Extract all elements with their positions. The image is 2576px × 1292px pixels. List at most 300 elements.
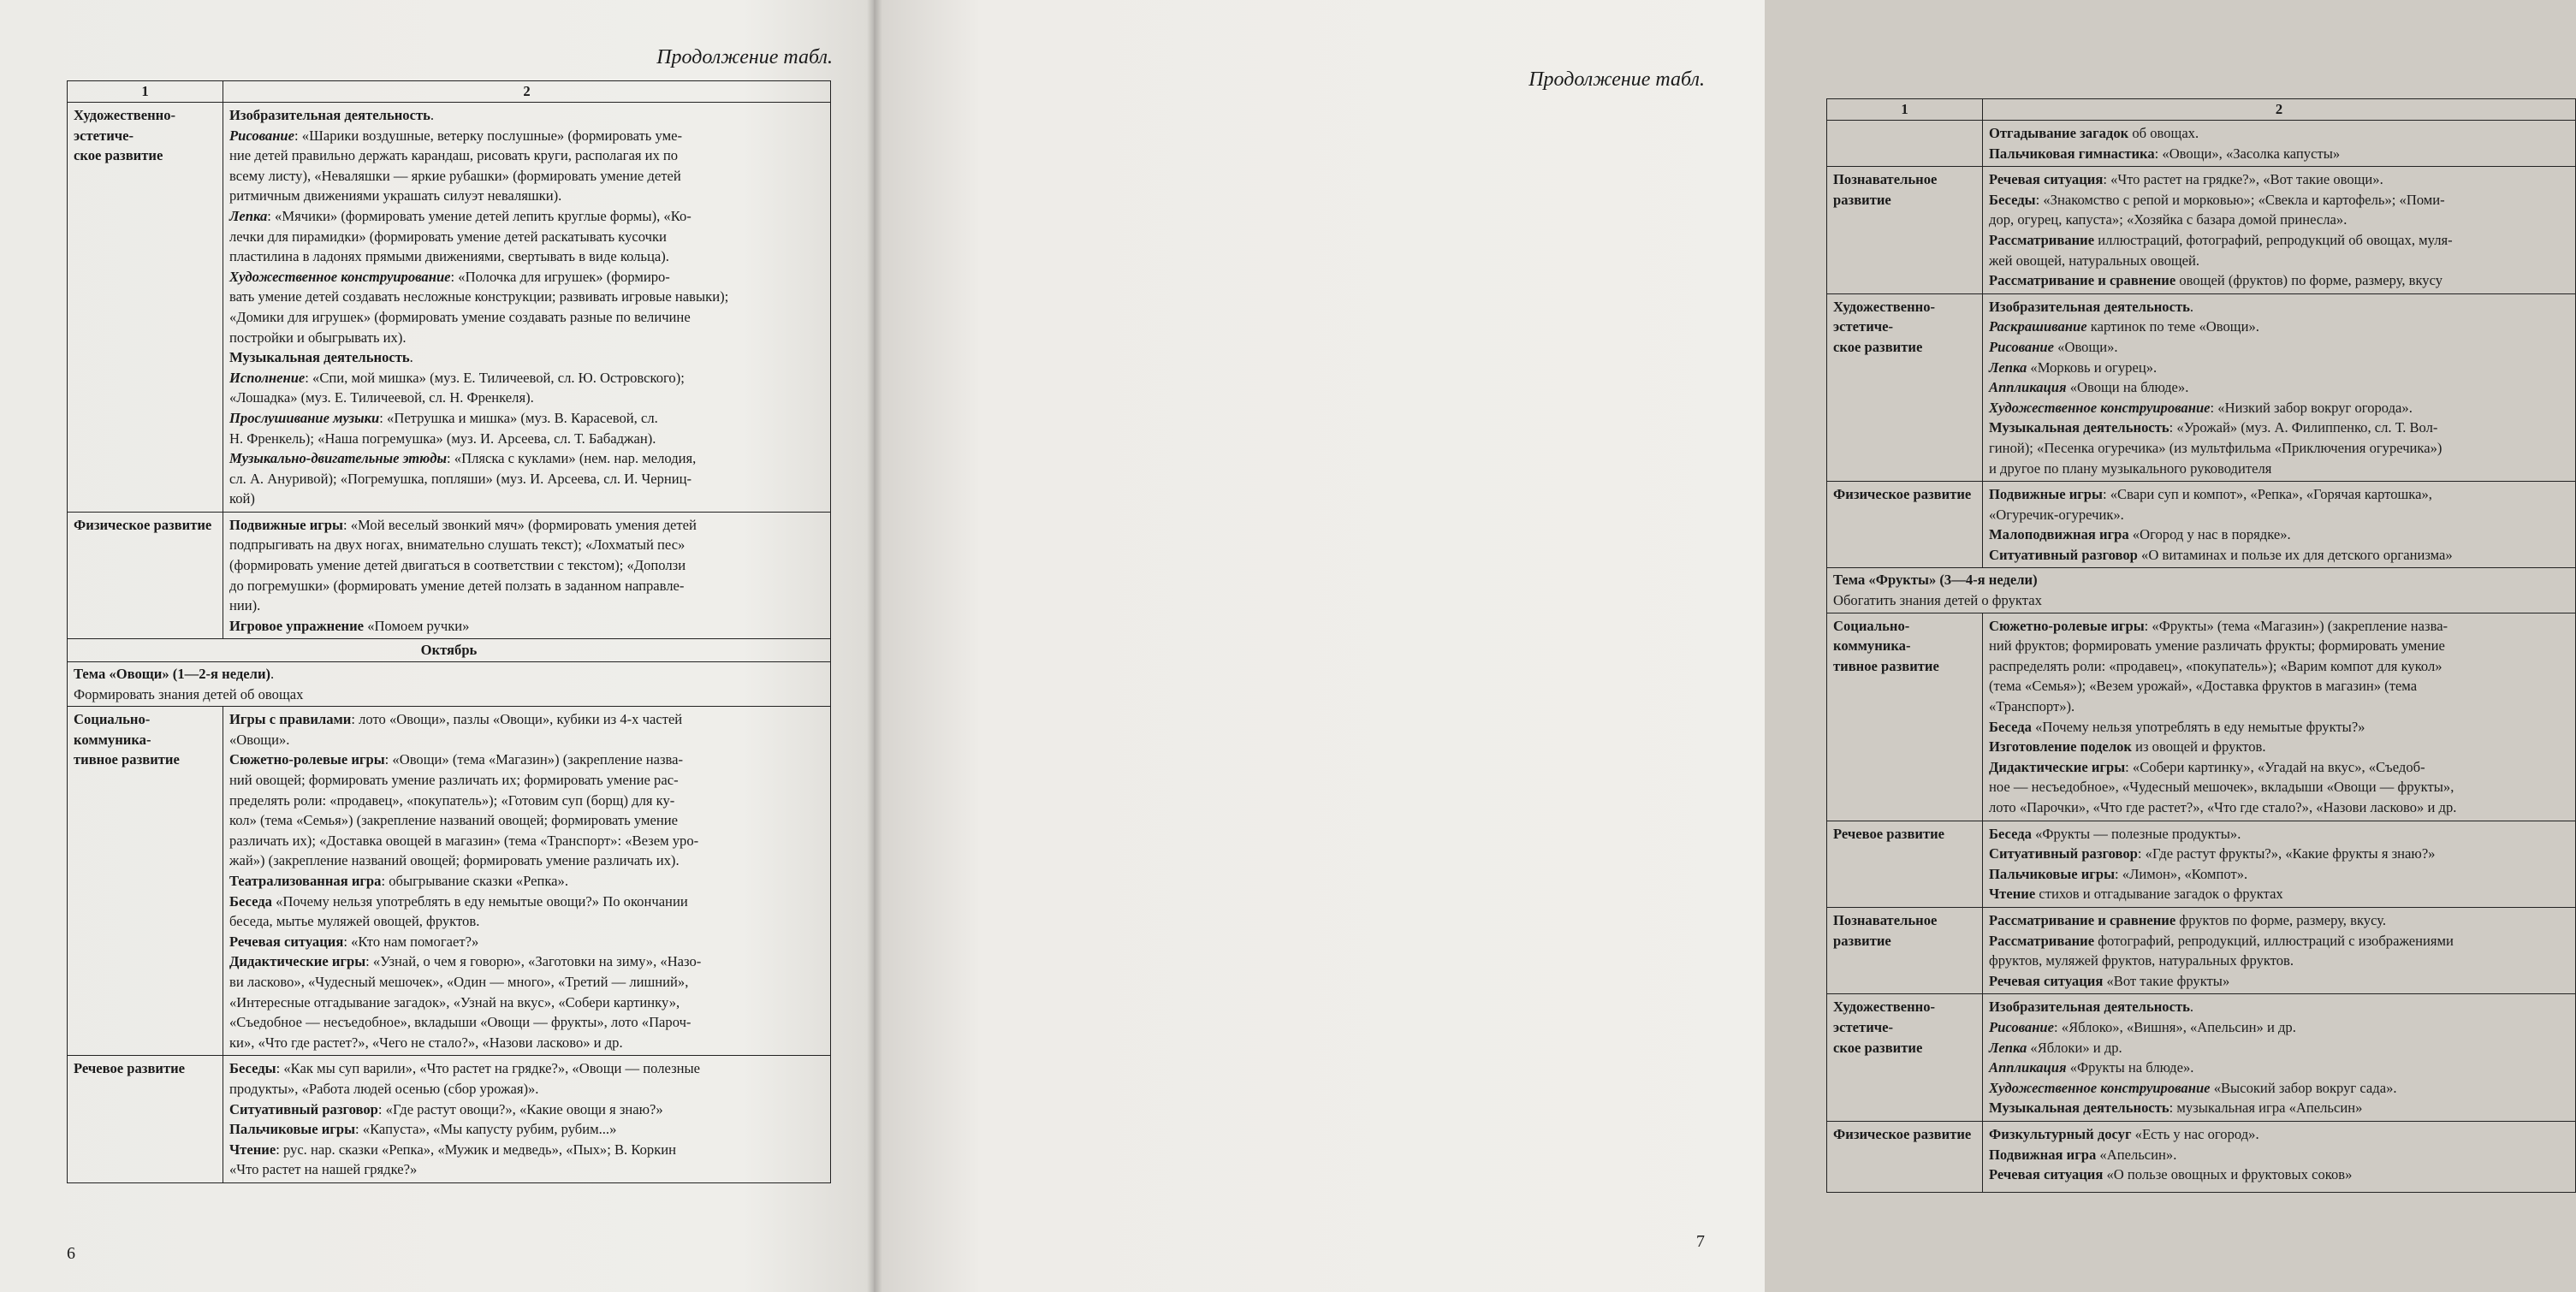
area-name: Физическое развитие	[1827, 482, 1983, 568]
left-page	[0, 0, 874, 1292]
activity-text: : «Кто нам помогает?»	[343, 933, 479, 950]
activity-text: ний фруктов; формировать умение различать фрукты; формировать умение	[1989, 637, 2445, 655]
text-line	[1989, 636, 2569, 656]
activity-label: Лепка	[1989, 1039, 2027, 1056]
activity-text: : «Шарики воздушные, ветерку послушные» (формировать уме-	[294, 127, 682, 144]
text-line	[229, 850, 824, 871]
program-table	[67, 80, 831, 1183]
activity-text: : «Лимон», «Компот».	[2115, 865, 2248, 882]
activity-text: «Интересные отгадывание загадок», «Узнай на вкус», «Собери картинку»,	[229, 993, 680, 1010]
activity-text: : рус. нар. сказки «Репка», «Мужик и медведь», «Пых»; В. Коркин	[276, 1141, 677, 1158]
activity-text: «Овощи на блюде».	[2066, 379, 2189, 396]
text-line	[229, 555, 824, 576]
activity-text: .	[409, 349, 413, 366]
activity-text: : «Мячики» (формировать умение детей лепить круглые формы), «Ко-	[267, 207, 691, 224]
program-table	[1826, 98, 2576, 1193]
topic-description: Обогатить знания детей о фруктах	[1833, 592, 2042, 609]
activity-text: : «Где растут овощи?», «Какие овощи я знаю?»	[377, 1100, 663, 1117]
text-line	[1989, 418, 2569, 438]
table-row	[1827, 293, 2576, 481]
text-line	[1989, 864, 2569, 885]
activity-label: Беседы	[229, 1060, 276, 1077]
activity-text: ний овощей; формировать умение различать их; формировать умение рас-	[229, 772, 679, 788]
text-line	[1989, 1165, 2569, 1185]
text-line	[1989, 210, 2569, 230]
activity-text: жай») (закрепление названий овощей; формировать умение различать их).	[229, 852, 680, 869]
activity-text: картинок по теме «Овощи».	[2086, 318, 2259, 335]
text-line	[1989, 656, 2569, 677]
activity-text: «Вот такие фрукты»	[2103, 972, 2230, 989]
text-line	[1989, 270, 2569, 291]
activity-text: : лото «Овощи», пазлы «Овощи», кубики из 4-х частей	[351, 711, 683, 728]
area-name: Художественно-эстетиче- ское развитие	[1827, 994, 1983, 1122]
activity-label: Беседа	[229, 892, 272, 910]
activity-text: «Домики для игрушек» (формировать умение создавать разные по величине	[229, 308, 691, 325]
text-line	[229, 616, 824, 637]
text-line	[229, 105, 824, 126]
text-line	[229, 469, 824, 489]
activity-text: до погремушки» (формировать умение детей ползать в заданном направле-	[229, 577, 685, 594]
area-name: Социально-коммуника- тивное развитие	[1827, 613, 1983, 821]
text-line	[229, 1012, 824, 1033]
text-line	[229, 911, 824, 932]
activity-text: и другое по плану музыкального руководителя	[1989, 459, 2272, 477]
activity-text: : «Капуста», «Мы капусту рубим, рубим...»	[355, 1121, 617, 1138]
table-row	[1827, 613, 2576, 821]
page-number: 6	[67, 1244, 75, 1263]
activity-label: Речевая ситуация	[1989, 171, 2104, 188]
activity-text: кой)	[229, 490, 255, 507]
text-line	[229, 145, 824, 166]
text-line	[1989, 337, 2569, 358]
text-line	[229, 750, 824, 770]
activity-text: продукты», «Работа людей осенью (сбор урожая)».	[229, 1080, 539, 1097]
activity-text: : «Собери картинку», «Угадай на вкус», «Съедоб-	[2125, 758, 2425, 775]
text-line	[1989, 737, 2569, 757]
activity-label: Раскрашивание	[1989, 318, 2087, 335]
activity-text: «Помоем ручки»	[364, 617, 470, 634]
activity-text: : «Пляска с куклами» (нем. нар. мелодия,	[447, 450, 697, 467]
activity-label: Рассматривание и сравнение	[1989, 911, 2176, 928]
activity-label: Рисование	[1989, 1018, 2055, 1035]
activity-label: Пальчиковая гимнастика	[1989, 145, 2155, 162]
text-line	[1989, 910, 2569, 931]
activity-text: Н. Френкель); «Наша погремушка» (муз. И. Арсеева, сл. Т. Бабаджан).	[229, 430, 656, 447]
activity-text: : «Свари суп и компот», «Репка», «Горячая картошка»,	[2103, 486, 2432, 503]
topic-title: Тема «Овощи» (1—2-я недели)	[74, 666, 271, 683]
text-line	[229, 186, 824, 206]
activity-text: : «Как мы суп варили», «Что растет на грядке?», «Овощи — полезные	[276, 1060, 701, 1077]
activity-text: овощей (фруктов) по форме, размеру, вкусу	[2175, 272, 2443, 289]
activity-text: : «Знакомство с репой и морковью»; «Свекла и картофель»; «Поми-	[2035, 191, 2445, 208]
activity-label: Беседы	[1989, 191, 2036, 208]
text-line	[1989, 317, 2569, 337]
continuation-label: Продолжение табл.	[1528, 68, 1705, 91]
activity-text: «Что растет на нашей грядке?»	[229, 1161, 418, 1178]
topic-title-end: .	[270, 666, 275, 683]
activity-label: Изготовление поделок	[1989, 738, 2132, 756]
activities-cell	[1983, 994, 2576, 1122]
activity-label: Физкультурный досуг	[1989, 1125, 2132, 1142]
activity-text: : «Что растет на грядке?», «Вот такие овощи».	[2103, 171, 2383, 188]
activity-text: : «Фрукты» (тема «Магазин») (закрепление назва-	[2144, 617, 2448, 634]
text-line	[1989, 169, 2569, 190]
activity-text: «Фрукты на блюде».	[2066, 1059, 2194, 1076]
text-line	[229, 347, 824, 368]
activity-text: : «Урожай» (муз. А. Филиппенко, сл. Т. Вол-	[2169, 419, 2438, 436]
text-line	[229, 515, 824, 536]
text-line	[229, 1058, 824, 1079]
activity-text: «О витаминах и пользе их для детского организма»	[2137, 546, 2453, 563]
text-line	[1989, 717, 2569, 738]
book-gutter	[867, 0, 882, 1292]
area-name: Художественно-эстетиче- ское развитие	[68, 103, 223, 513]
activity-label: Подвижные игры	[229, 516, 343, 533]
table-row	[1827, 1121, 2576, 1192]
header-row	[68, 81, 831, 103]
text-line	[229, 932, 824, 952]
activity-text: «Почему нельзя употреблять в еду немытые овощи?» По окончании	[271, 892, 688, 910]
text-line	[229, 831, 824, 851]
activity-text: ное — несъедобное», «Чудесный мешочек», вкладыши «Овощи — фрукты»,	[1989, 779, 2454, 796]
text-line	[229, 596, 824, 616]
activity-text: об овощах.	[2128, 125, 2199, 141]
text-line	[229, 126, 824, 146]
text-line	[229, 227, 824, 247]
text-line	[229, 246, 824, 267]
text-line	[1989, 797, 2569, 818]
activity-label: Отгадывание загадок	[1989, 125, 2129, 141]
text-line	[1989, 951, 2569, 971]
activities-cell	[1983, 821, 2576, 907]
activities-cell	[1983, 121, 2576, 167]
activity-text: .	[430, 107, 435, 123]
continuation-label: Продолжение табл.	[656, 46, 833, 68]
activity-label: Ситуативный разговор	[1989, 845, 2138, 862]
text-line	[1989, 676, 2569, 696]
table-row	[1827, 482, 2576, 568]
activity-text: «Огуречик-огуречик».	[1989, 506, 2124, 523]
activity-text: : «Низкий забор вокруг огорода».	[2210, 399, 2413, 416]
text-line	[1989, 757, 2569, 778]
text-line	[229, 307, 824, 328]
topic-description: Формировать знания детей об овощах	[74, 685, 304, 702]
activity-text: всему листу), «Неваляшки — яркие рубашки» (формировать умение детей	[229, 167, 681, 184]
activity-text: подпрыгивать на двух ногах, внимательно слушать текст); «Лохматый пес»	[229, 536, 686, 554]
activity-text: беседа, мытье муляжей овощей, фруктов.	[229, 913, 480, 930]
activity-label: Речевая ситуация	[1989, 972, 2104, 989]
topic-title: Тема «Фрукты» (3—4-я недели)	[1833, 572, 2038, 589]
activity-text: фруктов, муляжей фруктов, натуральных фруктов.	[1989, 952, 2294, 969]
text-line	[229, 871, 824, 892]
table-row	[68, 103, 831, 513]
activity-text: : «Мой веселый звонкий мяч» (формировать умения детей	[343, 516, 697, 533]
activity-label: Ситуативный разговор	[1989, 546, 2138, 563]
table-row	[1827, 121, 2576, 167]
activity-label: Аппликация	[1989, 1059, 2067, 1076]
activities-cell	[223, 707, 831, 1056]
activities-cell	[1983, 1121, 2576, 1192]
month-title: Октябрь	[68, 639, 831, 662]
column-header: 2	[1983, 99, 2576, 121]
activity-text: «Морковь и огурец».	[2027, 359, 2158, 376]
activity-text: (формировать умение детей двигаться в соответствии с текстом); «Доползи	[229, 557, 686, 574]
text-line	[229, 368, 824, 388]
activity-label: Подвижная игра	[1989, 1146, 2097, 1163]
activity-label: Художественное конструирование	[1989, 1079, 2211, 1096]
activity-label: Сюжетно-ролевые игры	[1989, 617, 2145, 634]
table-row	[68, 512, 831, 639]
text-line	[1989, 438, 2569, 459]
text-line	[229, 1099, 824, 1120]
activity-text: «О пользе овощных и фруктовых соков»	[2103, 1166, 2353, 1183]
text-line	[1989, 377, 2569, 398]
activity-label: Речевая ситуация	[1989, 1166, 2104, 1183]
column-header: 1	[1827, 99, 1983, 121]
text-line	[1989, 1038, 2569, 1058]
text-line	[1989, 459, 2569, 479]
topic-row	[1827, 568, 2576, 613]
text-line	[229, 1079, 824, 1099]
activity-label: Художественное конструирование	[1989, 399, 2211, 416]
activity-label: Музыкальная деятельность	[1989, 419, 2169, 436]
area-name: Физическое развитие	[1827, 1121, 1983, 1192]
area-name	[1827, 121, 1983, 167]
activity-text: : «Полочка для игрушек» (формиро-	[450, 268, 670, 285]
text-line	[1989, 144, 2569, 164]
area-name: Художественно-эстетиче- ское развитие	[1827, 293, 1983, 481]
activity-text: «Фрукты — полезные продукты».	[2031, 825, 2241, 842]
text-line	[1989, 1058, 2569, 1078]
text-line	[229, 206, 824, 227]
table-row	[1827, 907, 2576, 993]
text-line	[229, 576, 824, 596]
activity-text: : «Где растут фрукты?», «Какие фрукты я знаю?»	[2137, 845, 2436, 862]
activity-text: ритмичным движениями украшать силуэт неваляшки).	[229, 187, 562, 204]
activity-label: Изобразительная деятельность	[1989, 999, 2190, 1016]
text-line	[1989, 777, 2569, 797]
text-line	[229, 328, 824, 348]
topic-cell	[1827, 568, 2576, 613]
activity-label: Подвижные игры	[1989, 486, 2103, 503]
activity-label: Малоподвижная игра	[1989, 526, 2129, 543]
text-line	[1989, 931, 2569, 951]
activity-text: (тема «Семья»); «Везем урожай», «Доставка фруктов в магазин» (тема	[1989, 678, 2418, 695]
table-row	[68, 707, 831, 1056]
activity-label: Лепка	[1989, 359, 2027, 376]
activity-text: кол» (тема «Семья») (закрепление названий овощей; формировать умение	[229, 812, 678, 829]
text-line	[1989, 190, 2569, 210]
text-line	[1989, 505, 2569, 525]
text-line	[1989, 824, 2569, 845]
text-line	[229, 166, 824, 187]
activity-label: Чтение	[229, 1141, 276, 1158]
activity-text: : музыкальная игра «Апельсин»	[2169, 1099, 2363, 1117]
text-line	[1989, 251, 2569, 271]
area-name: Познавательное развитие	[1827, 167, 1983, 294]
text-line	[229, 489, 824, 509]
activity-text: пластилина в ладонях прямыми движениями, свертывать в виде кольца).	[229, 248, 669, 265]
header-row	[1827, 99, 2576, 121]
activity-label: Пальчиковые игры	[1989, 865, 2116, 882]
activity-label: Ситуативный разговор	[229, 1100, 378, 1117]
text-line	[229, 770, 824, 791]
activity-text: распределять роли: «продавец», «покупатель»); «Варим компот для кукол»	[1989, 657, 2442, 674]
activities-cell	[223, 512, 831, 639]
activities-cell	[1983, 613, 2576, 821]
activity-label: Дидактические игры	[1989, 758, 2126, 775]
text-line	[229, 951, 824, 972]
text-line	[229, 1159, 824, 1180]
area-name: Физическое развитие	[68, 512, 223, 639]
text-line	[1989, 997, 2569, 1017]
activity-text: постройки и обыгрывать их).	[229, 329, 407, 346]
activity-text: : «Овощи» (тема «Магазин») (закрепление назва-	[384, 751, 684, 768]
activity-text: дор, огурец, капуста»; «Хозяйка с базара домой принесла».	[1989, 211, 2347, 228]
table-row	[1827, 994, 2576, 1122]
area-name: Речевое развитие	[68, 1056, 223, 1183]
activity-text: жей овощей, натуральных овощей.	[1989, 252, 2200, 269]
text-line	[1989, 297, 2569, 317]
topic-cell	[68, 662, 831, 707]
text-line	[1989, 123, 2569, 144]
activities-cell	[1983, 907, 2576, 993]
activity-text: «Транспорт»).	[1989, 698, 2075, 715]
activity-label: Дидактические игры	[229, 953, 366, 970]
text-line	[1989, 1124, 2569, 1145]
table-row	[68, 1056, 831, 1183]
text-line	[1989, 844, 2569, 864]
page-number: 7	[1696, 1232, 1705, 1251]
activities-cell	[1983, 293, 2576, 481]
activity-text: : «Спи, мой мишка» (муз. Е. Тиличеевой, сл. Ю. Островского);	[305, 369, 685, 386]
activity-label: Лепка	[229, 207, 268, 224]
activity-text: фруктов по форме, размеру, вкусу.	[2175, 911, 2386, 928]
text-line	[229, 287, 824, 307]
activity-text: .	[2189, 999, 2194, 1016]
activity-label: Пальчиковые игры	[229, 1121, 356, 1138]
area-name: Познавательное развитие	[1827, 907, 1983, 993]
text-line	[229, 1140, 824, 1160]
text-line	[229, 993, 824, 1013]
activities-cell	[223, 103, 831, 513]
activity-label: Беседа	[1989, 825, 2032, 842]
text-line	[229, 388, 824, 408]
activity-text: : «Узнай, о чем я говорю», «Заготовки на зиму», «Назо-	[365, 953, 702, 970]
activities-cell	[1983, 167, 2576, 294]
text-line	[1989, 971, 2569, 992]
activity-label: Чтение	[1989, 886, 2036, 903]
text-line	[229, 267, 824, 287]
activity-text: «Высокий забор вокруг сада».	[2210, 1079, 2397, 1096]
activity-text: стихов и отгадывание загадок о фруктах	[2035, 886, 2283, 903]
text-line	[229, 429, 824, 449]
text-line	[229, 1033, 824, 1053]
text-line	[1989, 616, 2569, 637]
activity-label: Сюжетно-ролевые игры	[229, 751, 385, 768]
text-line	[229, 408, 824, 429]
activity-text: гиной); «Песенка огуречика» (из мультфильма «Приключения огуречика»)	[1989, 439, 2442, 456]
month-row	[68, 639, 831, 662]
activity-text: ние детей правильно держать карандаш, рисовать круги, располагая их по	[229, 147, 679, 164]
text-line	[229, 791, 824, 811]
text-line	[229, 1119, 824, 1140]
activity-label: Рисование	[1989, 338, 2055, 355]
text-line	[1989, 1098, 2569, 1118]
activity-text: : «Петрушка и мишка» (муз. В. Карасевой, сл.	[379, 409, 658, 426]
activity-text: «Съедобное — несъедобное», вкладыши «Овощи — фрукты», лото «Пароч-	[229, 1014, 691, 1031]
text-line	[1989, 1145, 2569, 1165]
activity-text: «Лошадка» (муз. Е. Тиличеевой, сл. Н. Френкеля).	[229, 389, 534, 406]
activity-label: Театрализованная игра	[229, 872, 382, 889]
area-name: Речевое развитие	[1827, 821, 1983, 907]
activity-text: «Почему нельзя употреблять в еду немытые фрукты?»	[2031, 718, 2365, 735]
activities-cell	[1983, 482, 2576, 568]
activity-text: нии).	[229, 597, 261, 614]
text-line	[229, 709, 824, 730]
activity-label: Речевая ситуация	[229, 933, 344, 950]
activity-label: Рассматривание	[1989, 231, 2095, 248]
activity-text: «Овощи».	[229, 731, 290, 748]
activity-text: : обыгрывание сказки «Репка».	[381, 872, 568, 889]
table-row	[1827, 167, 2576, 294]
activity-text: «Огород у нас в порядке».	[2128, 526, 2291, 543]
activity-text: ки», «Что где растет?», «Чего не стало?», «Назови ласково» и др.	[229, 1034, 623, 1051]
text-line	[1989, 525, 2569, 545]
activity-label: Рассматривание и сравнение	[1989, 272, 2176, 289]
activity-text: .	[2189, 298, 2194, 315]
topic-row	[68, 662, 831, 707]
activity-label: Рисование	[229, 127, 295, 144]
column-header: 1	[68, 81, 223, 103]
activity-text: иллюстраций, фотографий, репродукций об овощах, муля-	[2094, 231, 2453, 248]
text-line	[1989, 1078, 2569, 1099]
activity-text: лото «Парочки», «Что где растет?», «Что где стало?», «Назови ласково» и др.	[1989, 799, 2457, 815]
activity-text: пределять роли: «продавец», «покупатель»); «Готовим суп (борщ) для ку-	[229, 791, 675, 809]
text-line	[1989, 358, 2569, 378]
text-line	[229, 892, 824, 912]
text-line	[1989, 696, 2569, 717]
activity-label: Музыкальная деятельность	[1989, 1099, 2169, 1117]
activity-text: «Овощи».	[2054, 338, 2118, 355]
text-line	[229, 448, 824, 469]
activity-text: из овощей и фруктов.	[2131, 738, 2266, 756]
text-line	[1989, 884, 2569, 904]
activity-text: «Яблоки» и др.	[2027, 1039, 2122, 1056]
activity-text: фотографий, репродукций, иллюстраций с изображениями	[2094, 932, 2454, 949]
column-header: 2	[223, 81, 831, 103]
text-line	[1989, 398, 2569, 418]
activity-text: вать умение детей создавать несложные конструкции; развивать игровые навыки);	[229, 288, 729, 305]
activity-label: Игры с правилами	[229, 711, 352, 728]
text-line	[1989, 484, 2569, 505]
text-line	[1989, 230, 2569, 251]
activity-text: сл. А. Ануривой); «Погремушка, попляши» (муз. И. Арсеева, сл. И. Черниц-	[229, 470, 692, 487]
activity-text: ви ласково», «Чудесный мешочек», «Один — много», «Третий — лишний»,	[229, 973, 689, 990]
right-page	[874, 0, 2457, 1292]
text-line	[1989, 1017, 2569, 1038]
text-line	[229, 535, 824, 555]
activity-label: Художественное конструирование	[229, 268, 451, 285]
table-row	[1827, 821, 2576, 907]
text-line	[1989, 545, 2569, 566]
activity-text: различать их); «Доставка овощей в магазин» (тема «Транспорт»: «Везем уро-	[229, 832, 699, 849]
activities-cell	[223, 1056, 831, 1183]
activity-label: Музыкальная деятельность	[229, 349, 410, 366]
activity-label: Аппликация	[1989, 379, 2067, 396]
activity-label: Беседа	[1989, 718, 2032, 735]
activity-text: : «Яблоко», «Вишня», «Апельсин» и др.	[2054, 1018, 2296, 1035]
